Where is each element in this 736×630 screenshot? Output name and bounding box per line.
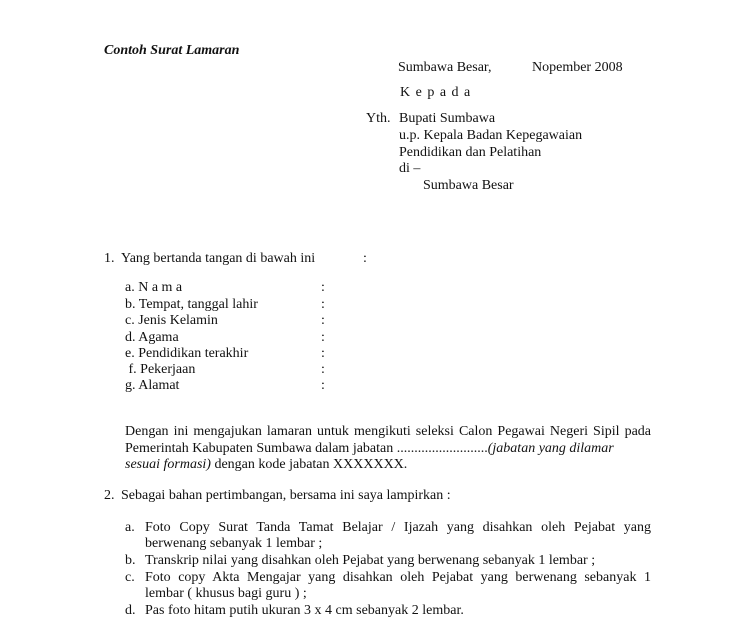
attachment-letter: a. — [125, 520, 135, 535]
attachment-letter: d. — [125, 603, 136, 618]
section2-number: 2. — [104, 488, 115, 503]
attachment-letter: c. — [125, 570, 135, 585]
form-field — [125, 312, 325, 329]
form-field-label: c. Jenis Kelamin — [125, 313, 218, 328]
paragraph-text: Pemerintah Kabupaten Sumbawa dalam jabatan .......................... — [125, 441, 488, 456]
attachment-line: lembar ( khusus bagi guru ) ; — [145, 586, 307, 601]
paragraph-line — [125, 440, 614, 457]
paragraph-italic: (jabatan yang dilamar — [487, 441, 614, 456]
form-field-label: a. N a m a — [125, 280, 183, 295]
form-field-label: f. Pekerjaan — [125, 362, 196, 377]
form-field-colon: : — [321, 297, 325, 312]
section1-number: 1. — [104, 251, 115, 266]
paragraph-line — [125, 456, 407, 473]
recipient-line: Sumbawa Besar — [423, 178, 514, 193]
form-field — [125, 296, 325, 313]
recipient-line: Pendidikan dan Pelatihan — [399, 145, 542, 160]
form-field-label: e. Pendidikan terakhir — [125, 346, 249, 361]
form-field-colon: : — [321, 280, 325, 295]
recipient-line: u.p. Kepala Badan Kepegawaian — [399, 128, 583, 143]
form-field-colon: : — [321, 378, 325, 393]
recipient-line: Bupati Sumbawa — [399, 111, 496, 126]
letter-place: Sumbawa Besar, — [398, 60, 492, 75]
form-field-label: b. Tempat, tanggal lahir — [125, 297, 258, 312]
form-field — [125, 345, 325, 362]
paragraph-line: Dengan ini mengajukan lamaran untuk mengikuti seleksi Calon Pegawai Negeri Sipil pada — [125, 424, 651, 439]
yth-label: Yth. — [366, 111, 391, 126]
section1-colon: : — [363, 251, 367, 266]
form-field — [125, 329, 325, 346]
form-field-colon: : — [321, 346, 325, 361]
attachment-line: Foto Copy Surat Tanda Tamat Belajar / Ijazah yang disahkan oleh Pejabat yang — [145, 520, 651, 535]
paragraph-text: dengan kode jabatan XXXXXXX. — [210, 457, 408, 472]
form-field-label: g. Alamat — [125, 378, 180, 393]
attachment-line: Transkrip nilai yang disahkan oleh Pejabat yang berwenang sebanyak 1 lembar ; — [145, 553, 596, 568]
form-field — [125, 279, 325, 296]
attachment-letter: b. — [125, 553, 136, 568]
letter-date: Nopember 2008 — [532, 60, 623, 75]
form-field-colon: : — [321, 313, 325, 328]
paragraph-italic: sesuai formasi) — [125, 457, 211, 472]
attachment-line: Pas foto hitam putih ukuran 3 x 4 cm sebanyak 2 lembar. — [145, 603, 464, 618]
form-field-label: d. Agama — [125, 330, 179, 345]
form-field — [125, 377, 325, 394]
form-field-colon: : — [321, 362, 325, 377]
recipient-line: di – — [399, 161, 421, 176]
attachment-line: Foto copy Akta Mengajar yang disahkan oleh Pejabat yang berwenang sebanyak 1 — [145, 570, 651, 585]
attachment-line: berwenang sebanyak 1 lembar ; — [145, 536, 323, 551]
section1-text: Yang bertanda tangan di bawah ini — [121, 251, 316, 266]
form-field-colon: : — [321, 330, 325, 345]
form-field — [125, 361, 325, 378]
letter-title: Contoh Surat Lamaran — [104, 43, 240, 58]
kepada-heading: K e p a d a — [400, 85, 472, 100]
section2-text: Sebagai bahan pertimbangan, bersama ini saya lampirkan : — [121, 488, 451, 503]
